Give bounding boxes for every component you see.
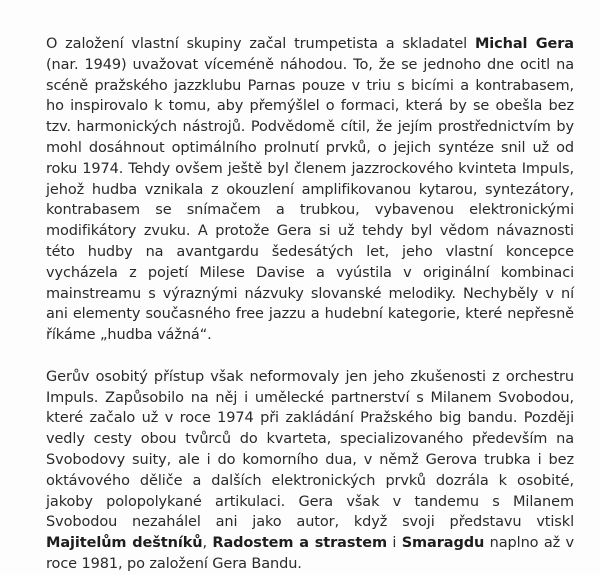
album-separator: , (202, 535, 213, 552)
paragraph-2-body: Gerův osobitý přístup však neformovaly jen jeho zkušenosti z orchestru Impuls. Zapůsobilo na něj i umělecké partnerství s Milanem Svobodou, které začalo už v roce 1974 při zakládání Pražského big bandu. Později vedly cesty obou tvůrců do kvarteta, specializovaného především na Svobodovy suity, ale i do komorního dua, v němž Gerova trubka i bez oktávového děliče a dalších elektronických prvků dozrála k osobité, jakoby polopolykané artikulaci. Gera však v tandemu s Milanem Svobodou nezahálel ani jako autor, když svoji představu vtiskl (46, 368, 574, 531)
paragraph-1 (46, 34, 574, 346)
paragraph-2-ending: naplno až v roce 1981, po založení Gera Bandu. (46, 535, 575, 572)
paragraph-1-body: (nar. 1949) uvažovat víceméně náhodou. To, že se jednoho dne ocitl na scéně pražského jazzklubu Parnas pouze v triu s bicími a kontrabasem, ho inspirovalo k tomu, aby přemýšlel o formaci, která by se obešla bez tzv. harmonických nástrojů. Podvědomě cítil, že jejím prostřednictvím by mohl dosáhnout optimálního prolnutí prvků, o jejich syntéze snil už od roku 1974. Tehdy ovšem ještě byl členem jazzrockového kvinteta Impuls, jehož hudba vznikala z okouzlení amplifikovanou kytarou, syntezátory, kontrabasem se snímačem a trubkou, vybavenou elektronickými modifikátory zvuku. A protože Gera si už tehdy byl vědom návaznosti této hudby na avantgardu šedesátých let, jeho vlastní koncepce vycházela z pojetí Milese Davise a vyústila v originální kombinaci mainstreamu s výraznými názvuky slovanské melodiky. Nechyběly v ní ani elementy současného free jazzu a hudební kategorie, které nepřesně říkáme „hudba vážná“. (46, 56, 574, 344)
album-title-2: Radostem a strastem (212, 535, 387, 552)
album-conjunction: i (386, 535, 402, 552)
artist-name: Michal Gera (474, 36, 574, 52)
album-title-1: Majitelům deštníků (46, 535, 203, 552)
paragraph-1-intro: O založení vlastní skupiny začal trumpetista a skladatel (46, 36, 475, 52)
album-title-3: Smaragdu (401, 535, 485, 552)
